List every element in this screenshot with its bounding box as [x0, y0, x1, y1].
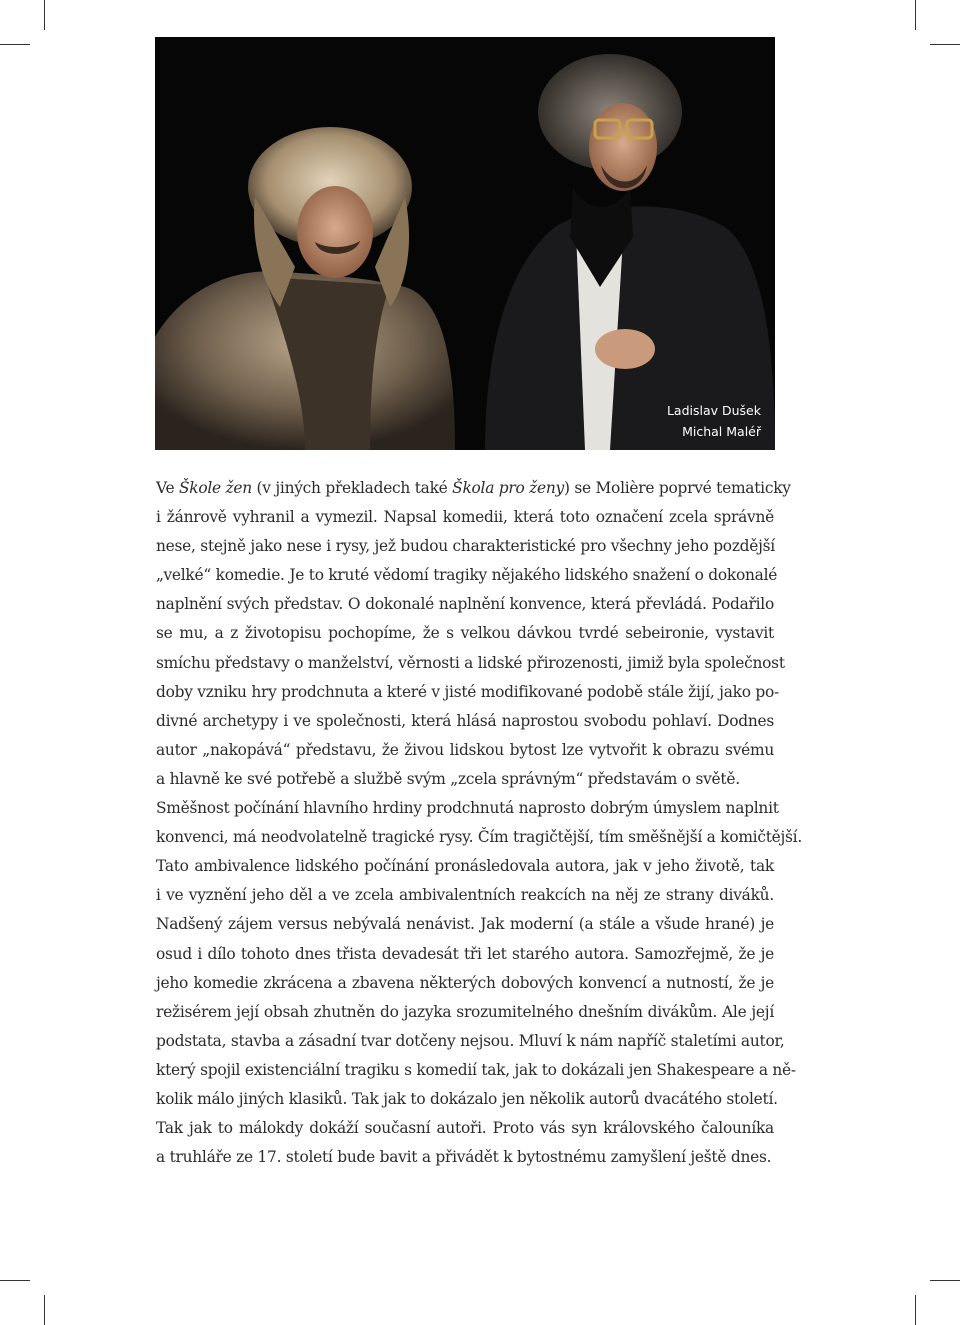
- crop-mark-top-right-v: [915, 0, 916, 30]
- text-segment: i žánrově vyhranil a vymezil. Napsal komedii, která toto označení zcela správně: [156, 508, 774, 527]
- article-line: [156, 1114, 774, 1143]
- text-segment: se mu, a z životopisu pochopíme, že s velkou dávkou tvrdé sebeironie, vystavit: [156, 624, 774, 643]
- text-segment: Tak jak to málokdy dokáží současní autoři. Proto vás syn královského čalouníka: [156, 1119, 774, 1138]
- text-segment: Nadšený zájem versus nebývalá nenávist. Jak moderní (a stále a všude hrané) je: [156, 915, 774, 934]
- article-line: [156, 765, 774, 794]
- text-segment: „velké“ komedie. Je to kruté vědomí tragiky nějakého lidského snažení o dokonalé: [156, 566, 778, 585]
- stage-photo-illustration: [155, 37, 775, 450]
- text-segment: nese, stejně jako nese i rysy, jež budou charakteristické pro všechny jeho pozdější: [156, 537, 775, 556]
- article-line: [156, 590, 774, 619]
- stage-photo: [155, 37, 775, 450]
- italic-title: Škole žen: [178, 479, 252, 497]
- article-line: [156, 1085, 778, 1114]
- text-segment: autor „nakopává“ představu, že živou lidskou bytost lze vytvořit k obrazu svému: [156, 740, 774, 759]
- article-line: [156, 561, 778, 590]
- article-line: [156, 1143, 774, 1172]
- text-segment: a truhláře ze 17. století bude bavit a přivádět k bytostnému zamyšlení ještě dnes.: [156, 1148, 772, 1167]
- crop-mark-bottom-left-v: [44, 1295, 45, 1325]
- crop-mark-bottom-right-h: [930, 1280, 960, 1281]
- crop-mark-top-right-h: [930, 44, 960, 45]
- italic-title: Škola pro ženy: [452, 479, 564, 497]
- text-segment: a hlavně ke své potřebě a službě svým „zcela správným“ představám o světě.: [156, 769, 740, 788]
- crop-mark-top-left-v: [44, 0, 45, 30]
- article-line: [156, 1056, 796, 1085]
- text-segment: Směšnost počínání hlavního hrdiny prodchnutá naprosto dobrým úmyslem naplnit: [156, 799, 779, 818]
- text-segment: konvenci, má neodvolatelně tragické rysy. Čím tragičtější, tím směšnější a komičtější.: [156, 828, 802, 847]
- article-line: [156, 940, 774, 969]
- caption-name-1: Ladislav Dušek: [666, 403, 761, 418]
- article-line: [156, 678, 779, 707]
- article-line: [156, 969, 774, 998]
- text-segment: jeho komedie zkrácena a zbavena některých dobových konvencí a nutností, že je: [156, 973, 774, 992]
- caption-name-2: Michal Maléř: [682, 424, 761, 439]
- text-segment: kolik málo jiných klasiků. Tak jak to dokázalo jen několik autorů dvacátého století.: [156, 1089, 778, 1108]
- text-segment: i ve vyznění jeho děl a ve zcela ambivalentních reakcích na něj ze strany diváků.: [156, 886, 774, 905]
- article-line: [156, 474, 791, 503]
- text-segment: který spojil existenciální tragiku s komedií tak, jak to dokázali jen Shakespeare a ně-: [156, 1060, 796, 1079]
- article-line: [156, 998, 774, 1027]
- text-segment: naplnění svých představ. O dokonalé naplnění konvence, která převládá. Podařilo: [156, 595, 774, 614]
- text-segment: režisérem její obsah zhutněn do jazyka srozumitelného dnešním divákům. Ale její: [156, 1002, 774, 1021]
- crop-mark-bottom-right-v: [915, 1295, 916, 1325]
- article-body: [156, 474, 802, 1172]
- article-line: [156, 881, 774, 910]
- article-line: [156, 532, 774, 561]
- article-line: [156, 736, 774, 765]
- crop-mark-bottom-left-h: [0, 1280, 30, 1281]
- text-segment: Tato ambivalence lidského počínání pronásledovala autora, jak v jeho životě, tak: [156, 857, 774, 876]
- article-line: [156, 852, 774, 881]
- text-segment: ) se Molière poprvé tematicky: [564, 479, 791, 497]
- text-segment: Ve: [156, 479, 179, 497]
- article-line: [156, 503, 774, 532]
- article-line: [156, 707, 774, 736]
- text-segment: divné archetypy i ve společnosti, která hlásá naprostou svobodu pohlaví. Dodnes: [156, 711, 774, 730]
- text-segment: osud i dílo tohoto dnes třista devadesát tři let starého autora. Samozřejmě, že je: [156, 944, 774, 963]
- crop-mark-top-left-h: [0, 44, 30, 45]
- article-line: [156, 910, 774, 939]
- text-segment: (v jiných překladech také: [251, 479, 453, 497]
- article-line: [156, 619, 774, 648]
- photo-caption: [667, 400, 761, 442]
- text-segment: smíchu představy o manželství, věrnosti a lidské přirozenosti, jimiž byla společnost: [156, 653, 785, 672]
- text-segment: doby vzniku hry prodchnuta a které v jisté modifikované podobě stále žijí, jako po-: [156, 682, 779, 701]
- text-segment: podstata, stavba a zásadní tvar dotčeny nejsou. Mluví k nám napříč staletími autor,: [156, 1031, 785, 1050]
- article-line: [156, 823, 802, 852]
- article-line: [156, 794, 779, 823]
- article-line: [156, 1027, 785, 1056]
- article-line: [156, 649, 785, 678]
